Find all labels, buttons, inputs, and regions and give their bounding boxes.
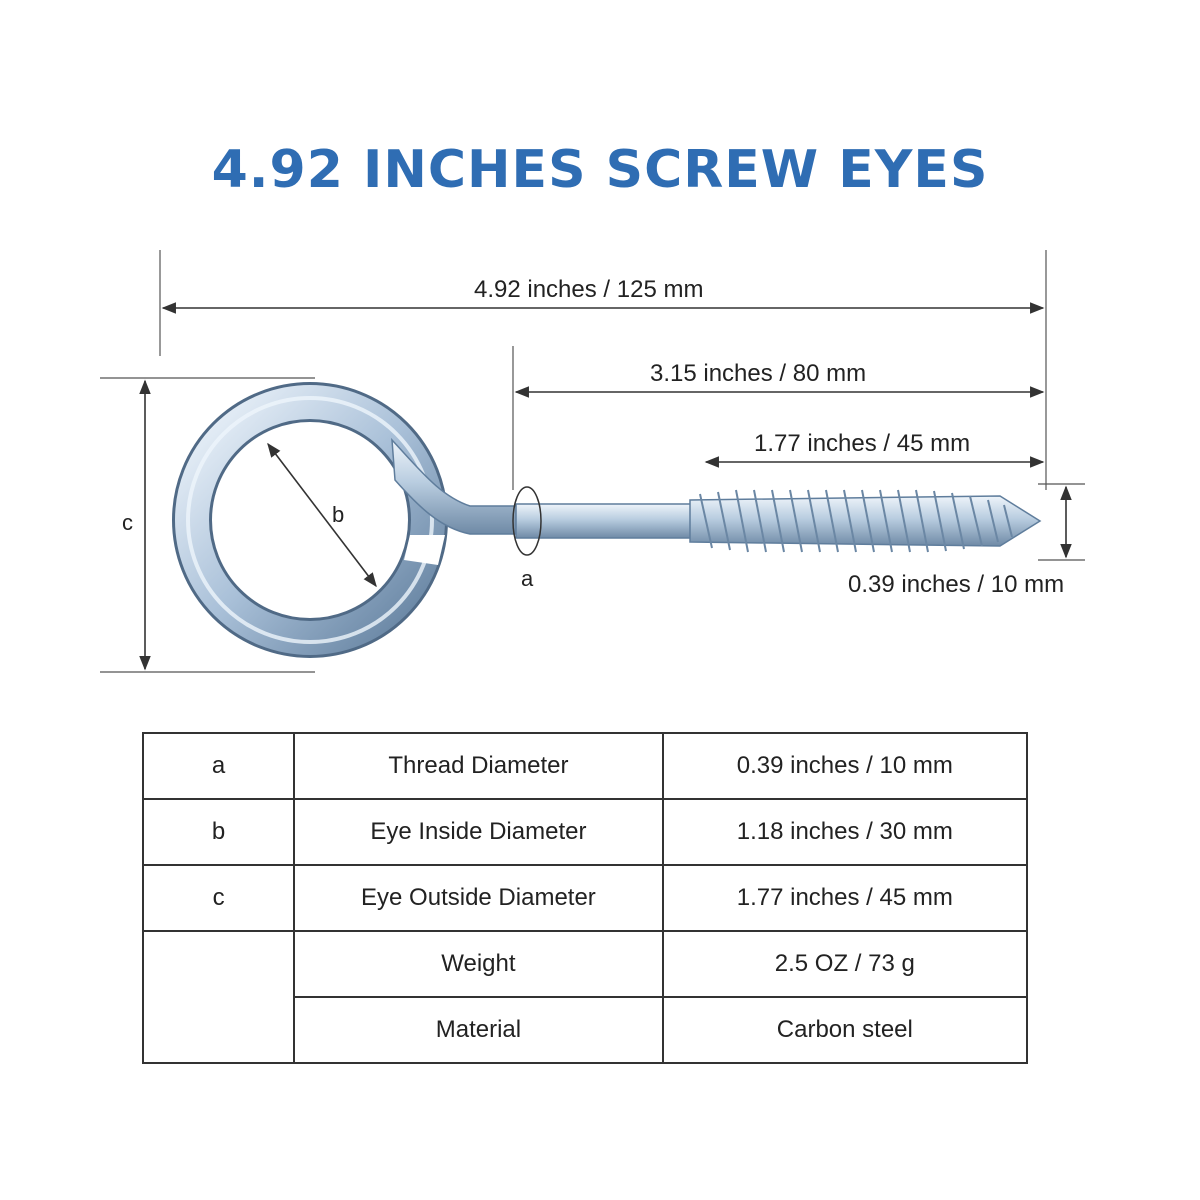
row-key: c (143, 865, 294, 931)
eye-inside-dimension-line (268, 444, 376, 586)
letter-a: a (521, 566, 534, 591)
row-value: 1.77 inches / 45 mm (663, 865, 1027, 931)
shank (516, 504, 694, 538)
table-row (143, 931, 1027, 997)
row-value: Carbon steel (663, 997, 1027, 1063)
table-row (143, 865, 1027, 931)
row-key: b (143, 799, 294, 865)
row-name: Eye Outside Diameter (294, 865, 662, 931)
row-value: 0.39 inches / 10 mm (663, 733, 1027, 799)
row-name: Weight (294, 931, 662, 997)
row-name: Eye Inside Diameter (294, 799, 662, 865)
row-name: Thread Diameter (294, 733, 662, 799)
row-value: 1.18 inches / 30 mm (663, 799, 1027, 865)
row-name: Material (294, 997, 662, 1063)
shank-length-label: 3.15 inches / 80 mm (650, 360, 867, 387)
row-key-empty (143, 931, 294, 1063)
thread-length-label: 1.77 inches / 45 mm (754, 430, 971, 457)
page-title: 4.92 INCHES SCREW EYES (211, 140, 989, 200)
table-row (143, 733, 1027, 799)
thread-diameter-label: 0.39 inches / 10 mm (848, 571, 1065, 598)
table-row (143, 799, 1027, 865)
row-value: 2.5 OZ / 73 g (663, 931, 1027, 997)
letter-c: c (122, 510, 133, 535)
row-key: a (143, 733, 294, 799)
total-length-label: 4.92 inches / 125 mm (474, 276, 704, 303)
letter-b: b (332, 502, 345, 527)
spec-table (142, 732, 1028, 1064)
